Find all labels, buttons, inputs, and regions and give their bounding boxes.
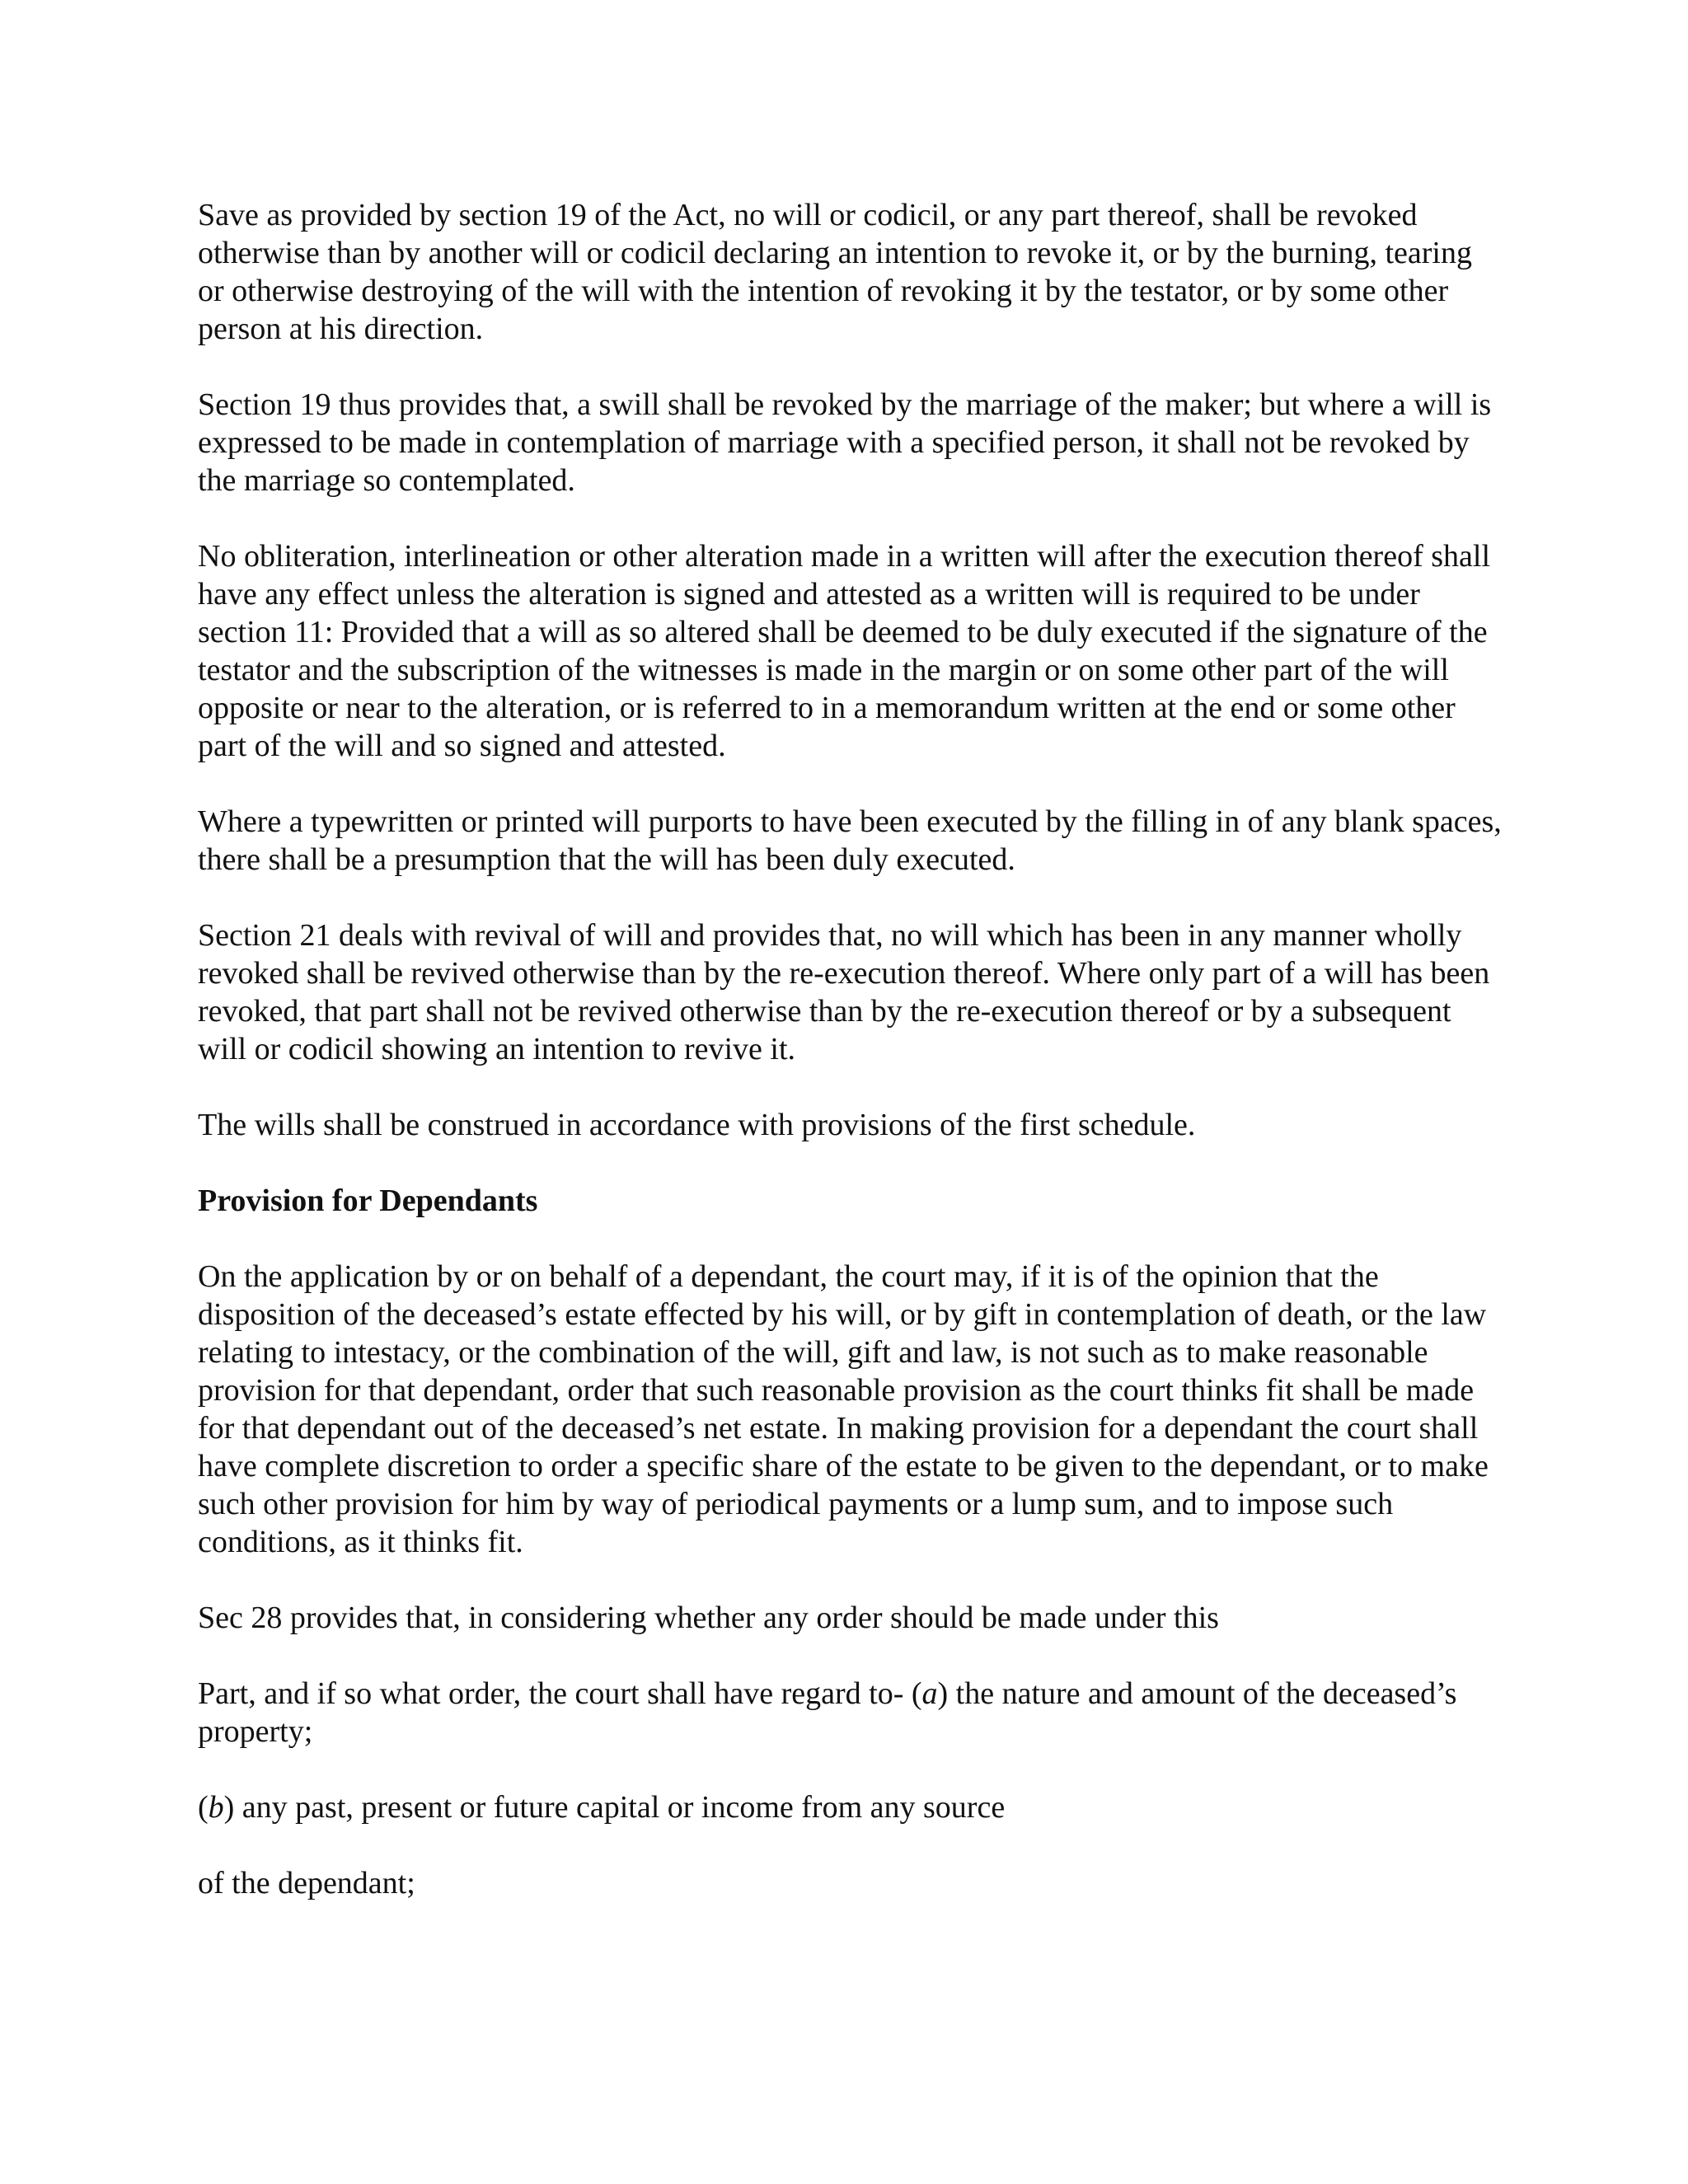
item-b-prefix: ( [198, 1790, 209, 1825]
paragraph-typewritten-will: Where a typewritten or printed will purports to have been executed by the filling in of any blank spaces, there shall be a presumption that the will has been duly executed. [198, 804, 1502, 877]
document-page [198, 196, 1504, 1940]
section-heading: Provision for Dependants [198, 1183, 538, 1218]
item-a-text: ) the nature and amount of the deceased’s property; [198, 1676, 1457, 1749]
paragraph-item-b [198, 1788, 1504, 1826]
paragraph-sec-28-intro: Sec 28 provides that, in considering whether any order should be made under this [198, 1601, 1219, 1635]
item-a-prefix: Part, and if so what order, the court shall have regard to- ( [198, 1676, 922, 1711]
paragraph-construction: The wills shall be construed in accordance with provisions of the first schedule. [198, 1108, 1196, 1142]
paragraph-revocation: Save as provided by section 19 of the Act, no will or codicil, or any part thereof, shall be revoked otherwise than by another will or codicil declaring an intention to revoke it, or by the burning, tearing or otherwise destroying of the will with the intention of revoking it by the testator, or by some other person at his direction. [198, 198, 1472, 346]
item-b-text: ) any past, present or future capital or income from any source [223, 1790, 1006, 1825]
paragraph-tail: of the dependant; [198, 1866, 415, 1900]
paragraph-section-19: Section 19 thus provides that, a swill shall be revoked by the marriage of the maker; but where a will is expressed to be made in contemplation of marriage with a specified person, it shall not be revoked by the marriage so contemplated. [198, 387, 1492, 498]
paragraph-section-21: Section 21 deals with revival of will and provides that, no will which has been in any manner wholly revoked shall be revived otherwise than by the re-execution thereof. Where only part of a will has been revoked, that part shall not be revived otherwise than by the re-execution thereof or by a subsequent will or codicil showing an intention to revive it. [198, 918, 1490, 1066]
item-b-letter: b [208, 1790, 224, 1825]
paragraph-item-a [198, 1675, 1504, 1750]
paragraph-alterations: No obliteration, interlineation or other alteration made in a written will after the execution thereof shall have any effect unless the alteration is signed and attested as a written will is required to be under section 11: Provided that a will as so altered shall be deemed to be duly executed if the signature of the testator and the subscription of the witnesses is made in the margin or on some other part of the will opposite or near to the alteration, or is referred to in a memorandum written at the end or some other part of the will and so signed and attested. [198, 539, 1491, 763]
item-a-letter: a [921, 1676, 938, 1711]
paragraph-dependants: On the application by or on behalf of a dependant, the court may, if it is of the opinion that the disposition of the deceased’s estate effected by his will, or by gift in contemplation of death, or the law relating to intestacy, or the combination of the will, gift and law, is not such as to make reasonable provision for that dependant, order that such reasonable provision as the court thinks fit shall be made for that dependant out of the deceased’s net estate. In making provision for a dependant the court shall have complete discretion to order a specific share of the estate to be given to the dependant, or to make such other provision for him by way of periodical payments or a lump sum, and to impose such conditions, as it thinks fit. [198, 1259, 1489, 1559]
